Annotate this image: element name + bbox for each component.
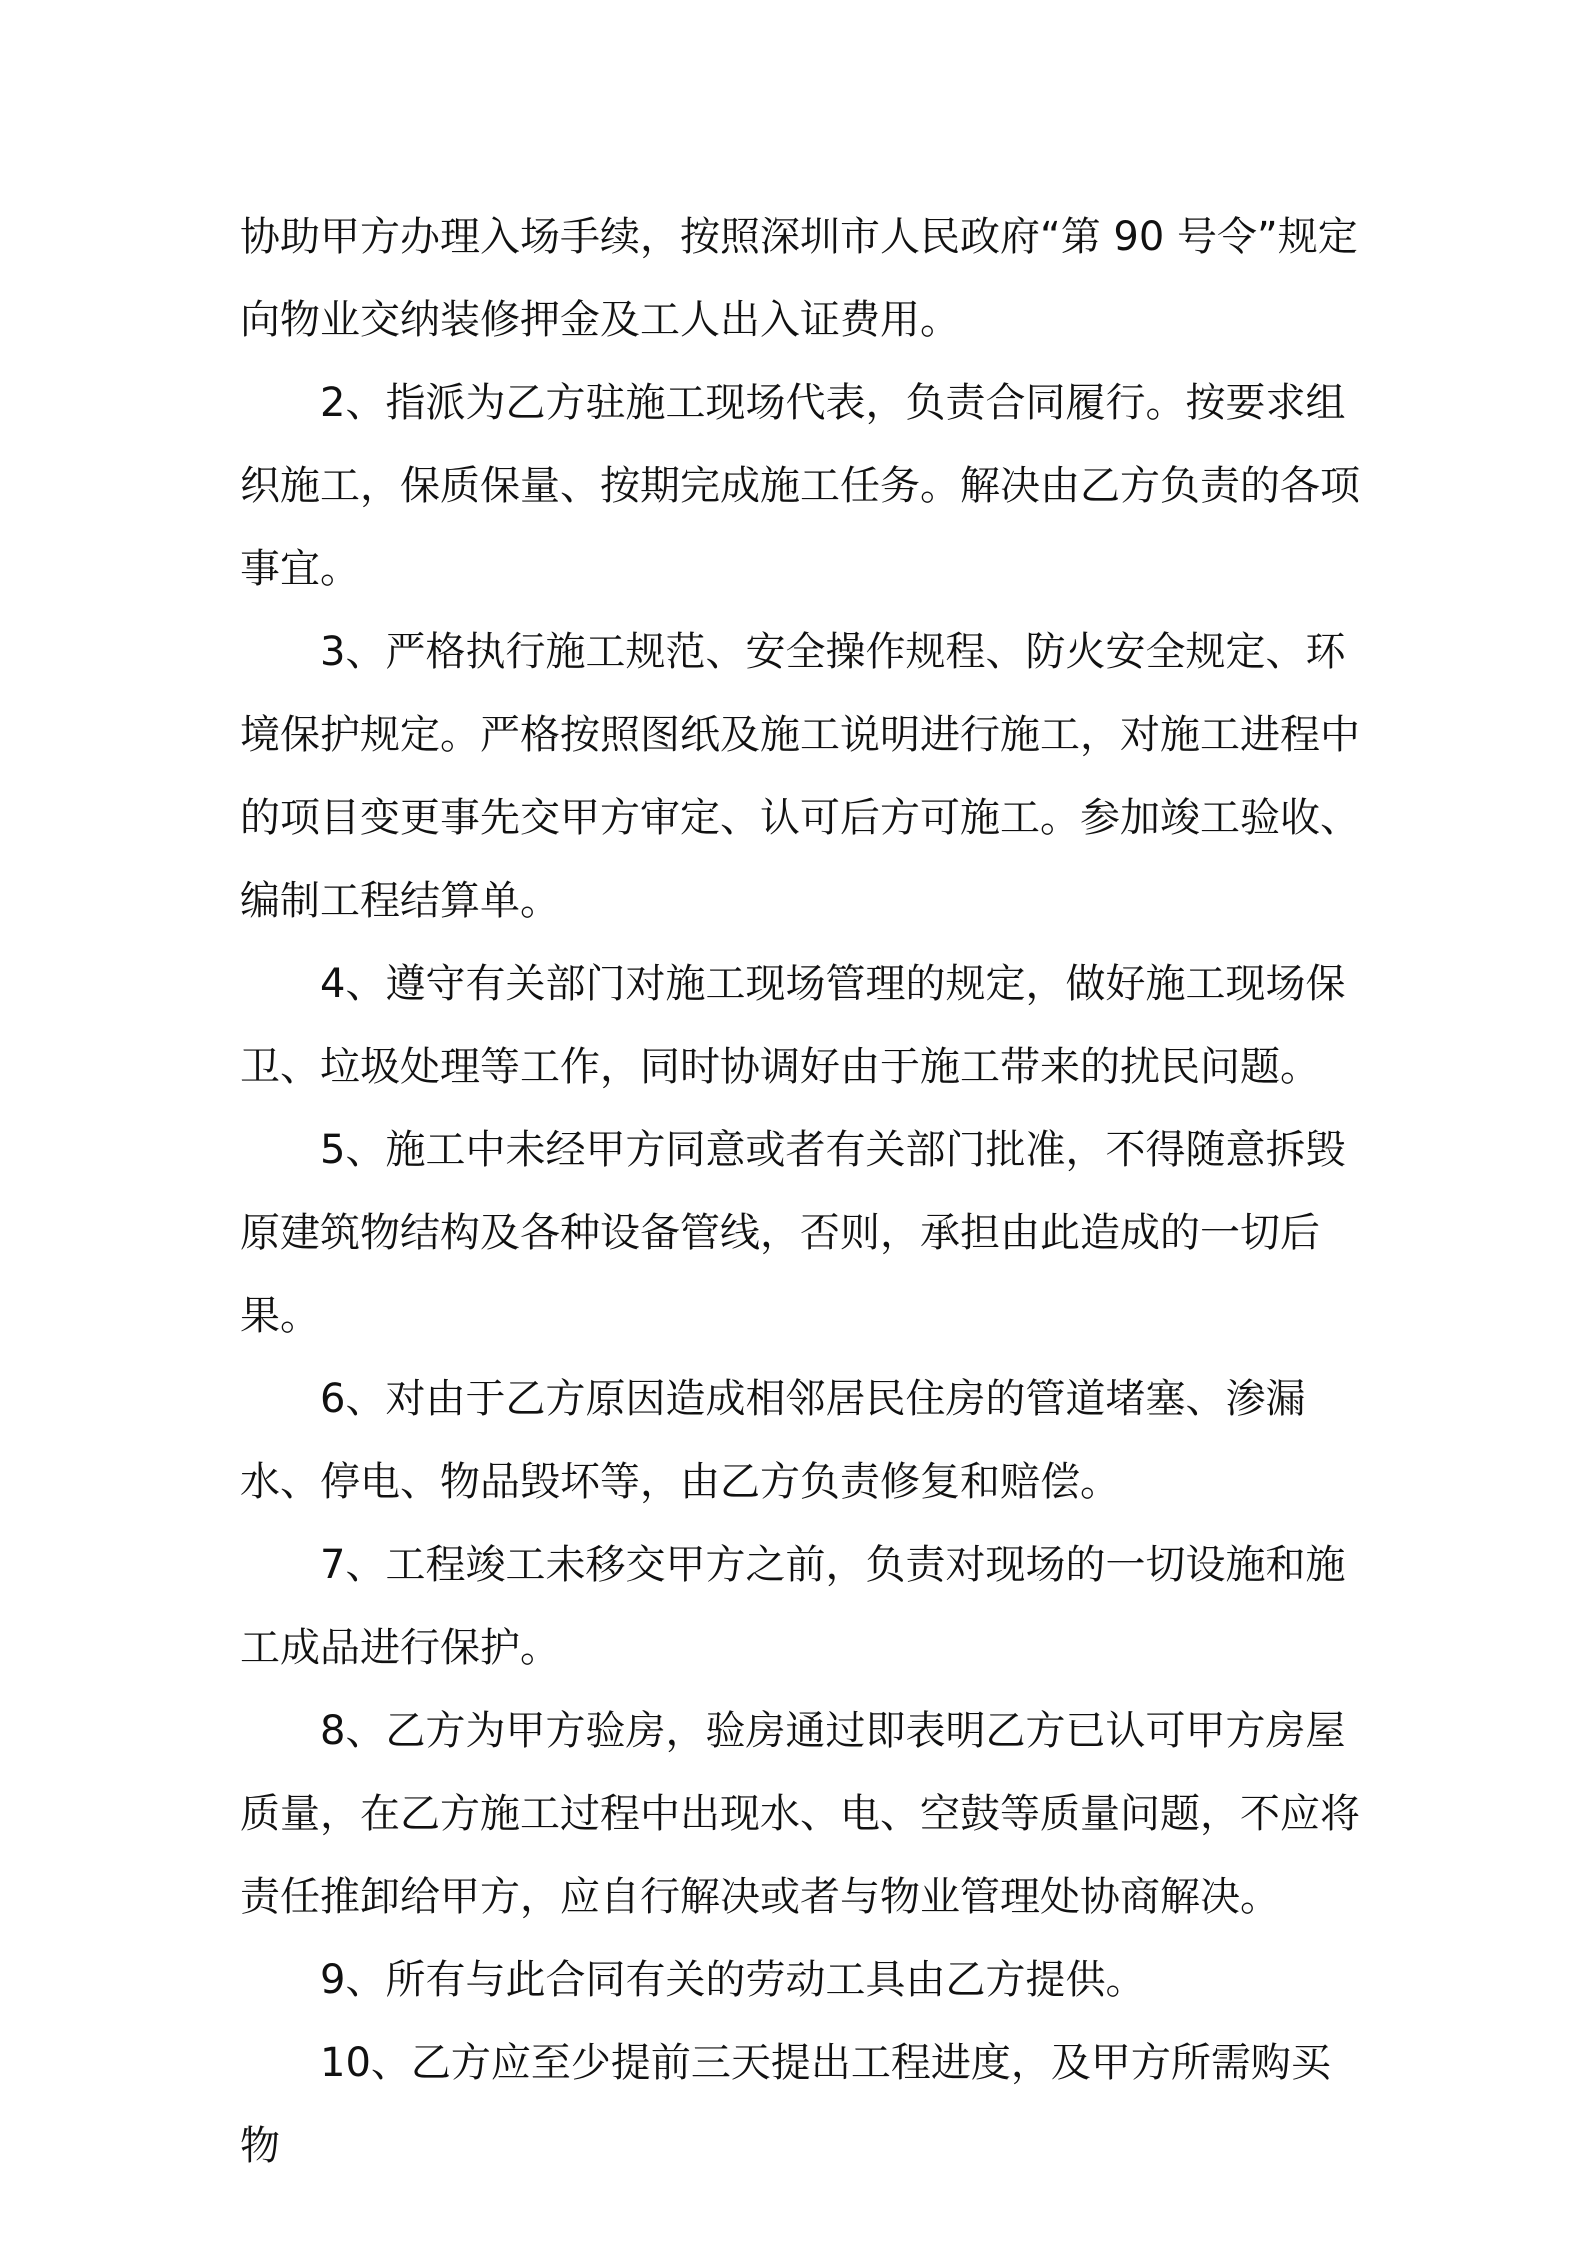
clause-9-paragraph: 9、所有与此合同有关的劳动工具由乙方提供。 xyxy=(320,1957,1146,2003)
clause-4-paragraph: 4、遵守有关部门对施工现场管理的规定，做好施工现场保卫、垃圾处理等工作，同时协调好由于施工带来的扰民问题。 xyxy=(240,961,1346,1090)
clause-5-paragraph: 5、施工中未经甲方同意或者有关部门批准，不得随意拆毁原建筑物结构及各种设备管线，否则，承担由此造成的一切后果。 xyxy=(240,1127,1346,1339)
clause-3-paragraph: 3、严格执行施工规范、安全操作规程、防火安全规定、环境保护规定。严格按照图纸及施工说明进行施工，对施工进程中的项目变更事先交甲方审定、认可后方可施工。参加竣工验收、编制工程结算单。 xyxy=(240,629,1360,924)
clause-6-paragraph: 6、对由于乙方原因造成相邻居民住房的管道堵塞、渗漏水、停电、物品毁坏等，由乙方负责修复和赔偿。 xyxy=(240,1376,1306,1505)
paragraph-continuation: 协助甲方办理入场手续，按照深圳市人民政府“第 90 号令”规定向物业交纳装修押金及工人出入证费用。 xyxy=(240,214,1358,343)
clause-2-paragraph: 2、指派为乙方驻施工现场代表，负责合同履行。按要求组织施工，保质保量、按期完成施工任务。解决由乙方负责的各项事宜。 xyxy=(240,380,1360,592)
contract-text-body xyxy=(240,196,1370,2188)
clause-10-paragraph: 10、乙方应至少提前三天提出工程进度，及甲方所需购买物 xyxy=(240,2040,1331,2169)
clause-7-paragraph: 7、工程竣工未移交甲方之前，负责对现场的一切设施和施工成品进行保护。 xyxy=(240,1542,1346,1671)
clause-8-paragraph: 8、乙方为甲方验房，验房通过即表明乙方已认可甲方房屋质量，在乙方施工过程中出现水、电、空鼓等质量问题，不应将责任推卸给甲方，应自行解决或者与物业管理处协商解决。 xyxy=(240,1708,1360,1920)
